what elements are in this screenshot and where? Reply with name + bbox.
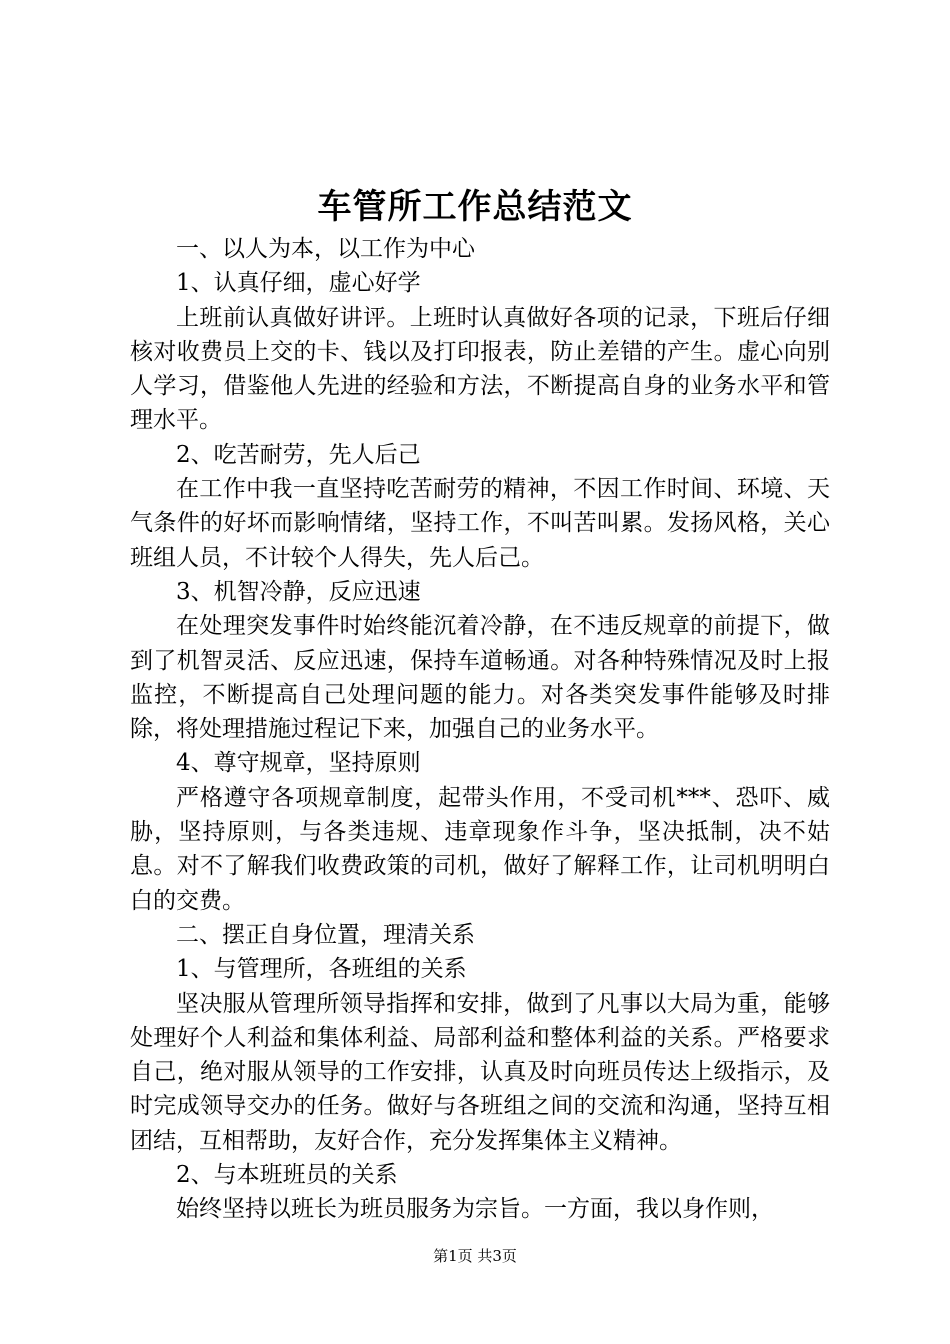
page-footer: 第1页 共3页	[433, 1247, 517, 1265]
section-heading: 二、摆正自身位置，理清关系	[176, 921, 475, 948]
subsection-heading: 1、认真仔细，虚心好学	[176, 270, 421, 297]
body-paragraph: 始终坚持以班长为班员服务为宗旨。一方面，我以身作则，	[176, 1196, 774, 1223]
subsection-heading: 2、与本班班员的关系	[176, 1162, 398, 1189]
body-paragraph: 上班前认真做好讲评。上班时认真做好各项的记录，下班后仔细核对收费员上交的卡、钱以及打印报表，防止差错的产生。虚心向别人学习，借鉴他人先进的经验和方法，不断提高自身的业务水平和管理水平。	[130, 304, 830, 434]
body-paragraph: 严格遵守各项规章制度，起带头作用，不受司机***、恐吓、威胁，坚持原则，与各类违规、违章现象作斗争，坚决抵制，决不姑息。对不了解我们收费政策的司机，做好了解释工作，让司机明明白白的交费。	[130, 784, 830, 914]
subsection-heading: 2、吃苦耐劳，先人后己	[176, 441, 421, 468]
body-paragraph: 在工作中我一直坚持吃苦耐劳的精神，不因工作时间、环境、天气条件的好坏而影响情绪，坚持工作，不叫苦叫累。发扬风格，关心班组人员，不计较个人得失，先人后己。	[130, 476, 830, 571]
subsection-heading: 4、尊守规章，坚持原则	[176, 750, 421, 777]
document-body	[130, 232, 830, 1227]
section-heading: 一、以人为本，以工作为中心	[176, 236, 475, 262]
body-paragraph: 坚决服从管理所领导指挥和安排，做到了凡事以大局为重，能够处理好个人利益和集体利益、局部利益和整体利益的关系。严格要求自己，绝对服从领导的工作安排，认真及时向班员传达上级指示，及时完成领导交办的任务。做好与各班组之间的交流和沟通，坚持互相团结，互相帮助，友好合作，充分发挥集体主义精神。	[130, 990, 830, 1154]
body-paragraph: 在处理突发事件时始终能沉着冷静，在不违反规章的前提下，做到了机智灵活、反应迅速，保持车道畅通。对各种特殊情况及时上报监控，不断提高自己处理问题的能力。对各类突发事件能够及时排除，将处理措施过程记下来，加强自己的业务水平。	[130, 613, 830, 743]
subsection-heading: 3、机智冷静，反应迅速	[176, 578, 421, 605]
subsection-heading: 1、与管理所，各班组的关系	[176, 956, 467, 983]
document-title: 车管所工作总结范文	[317, 187, 633, 227]
